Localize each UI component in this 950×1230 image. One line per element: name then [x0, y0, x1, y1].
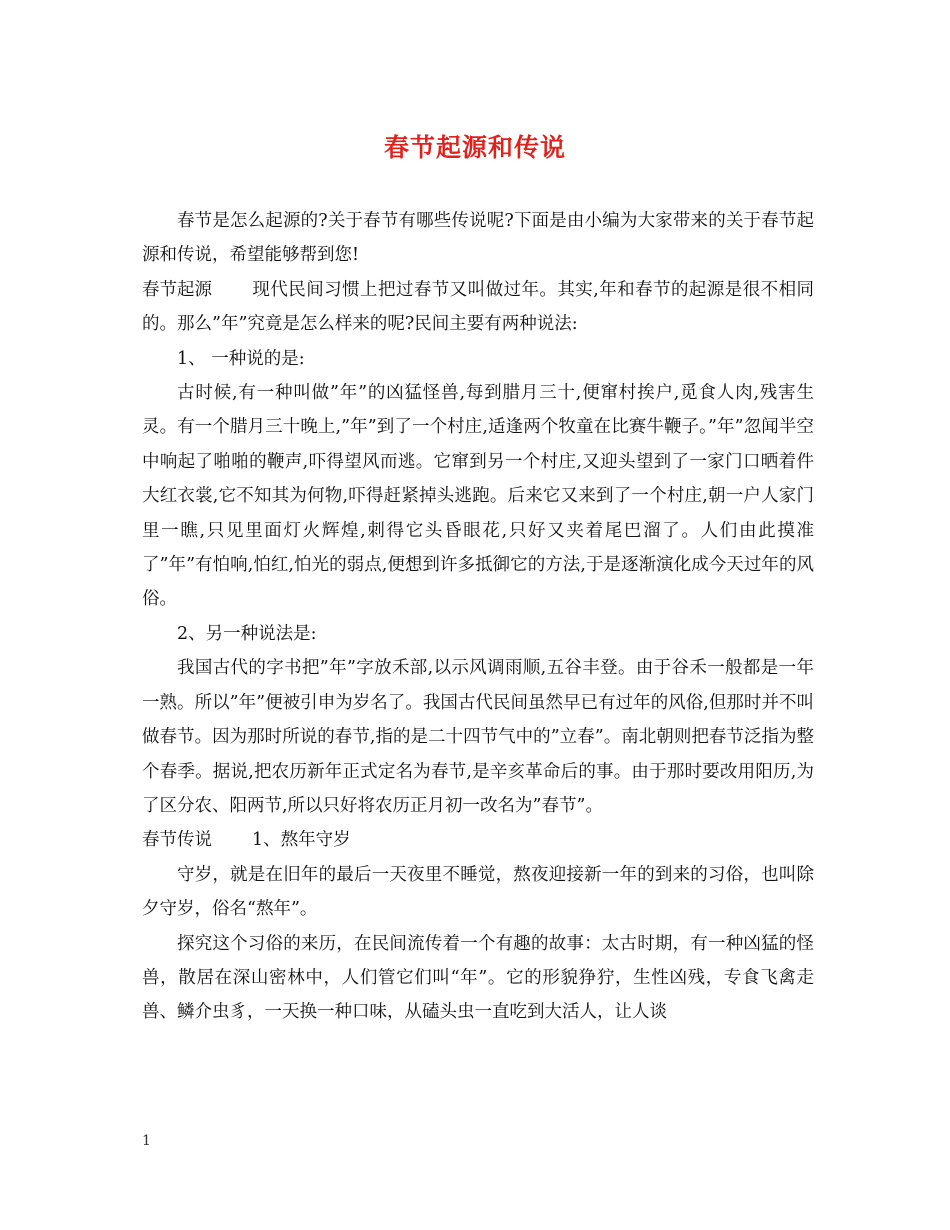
paragraph-legend-text: 1、熬年守岁 [252, 830, 351, 851]
paragraph-intro: 春节是怎么起源的?关于春节有哪些传说呢?下面是由小编为大家带来的关于春节起源和传说，希望能够帮到您! [142, 211, 814, 266]
paragraph-nian-beast: 古时候,有一种叫做”年”的凶猛怪兽,每到腊月三十,便窜村挨户,觅食人肉,残害生灵。有一个腊月三十晚上,”年”到了一个村庄,适逢两个牧童在比赛牛鞭子。”年”忽闻半空中响起了啪啪的鞭声,吓得望风而逃。它窜到另一个村庄,又迎头望到了一家门口晒着件大红衣裳,它不知其为何物,吓得赶紧掉头逃跑。后来它又来到了一个村庄,朝一户人家门里一瞧,只见里面灯火辉煌,刺得它头昏眼花,只好又夹着尾巴溜了。人们由此摸准了”年”有怕响,怕红,怕光的弱点,便想到许多抵御它的方法,于是逐渐演化成今天过年的风俗。 [142, 383, 814, 610]
paragraph-second-saying: 2、另一种说法是: [177, 623, 317, 644]
paragraph-shousui: 守岁，就是在旧年的最后一天夜里不睡觉，熬夜迎接新一年的到来的习俗，也叫除夕守岁，俗名“熬年”。 [142, 864, 814, 920]
document-title: 春节起源和传说 [383, 133, 566, 162]
section-label-legend: 春节传说 [142, 830, 212, 851]
paragraph-first-saying: 1、 一种说的是: [177, 348, 305, 369]
paragraph-legend-heading [142, 823, 814, 857]
page-number: 1 [142, 1133, 151, 1149]
paragraph-ancient-book: 我国古代的字书把”年”字放禾部,以示风调雨顺,五谷丰登。由于谷禾一般都是一年一熟。所以”年”便被引申为岁名了。我国古代民间虽然早已有过年的风俗,但那时并不叫做春节。因为那时所说的春节,指的是二十四节气中的”立春”。南北朝则把春节泛指为整个春季。据说,把农历新年正式定名为春节,是辛亥革命后的事。由于那时要改用阳历,为了区分农、阳两节,所以只好将农历正月初一改名为”春节”。 [142, 658, 814, 816]
paragraph-origin-text: 现代民间习惯上把过春节又叫做过年。其实,年和春节的起源是很不相同的。那么”年”究竟是怎么样来的呢?民间主要有两种说法: [142, 279, 814, 335]
document-body [142, 204, 814, 1030]
section-label-origin: 春节起源 [142, 279, 212, 300]
paragraph-story: 探究这个习俗的来历，在民间流传着一个有趣的故事：太古时期，有一种凶猛的怪兽，散居在深山密林中，人们管它们叫“年”。它的形貌狰狞，生性凶残，专食飞禽走兽、鳞介虫豸，一天换一种口味，从磕头虫一直吃到大活人，让人谈 [142, 933, 814, 1023]
paragraph-origin-heading [142, 273, 814, 342]
